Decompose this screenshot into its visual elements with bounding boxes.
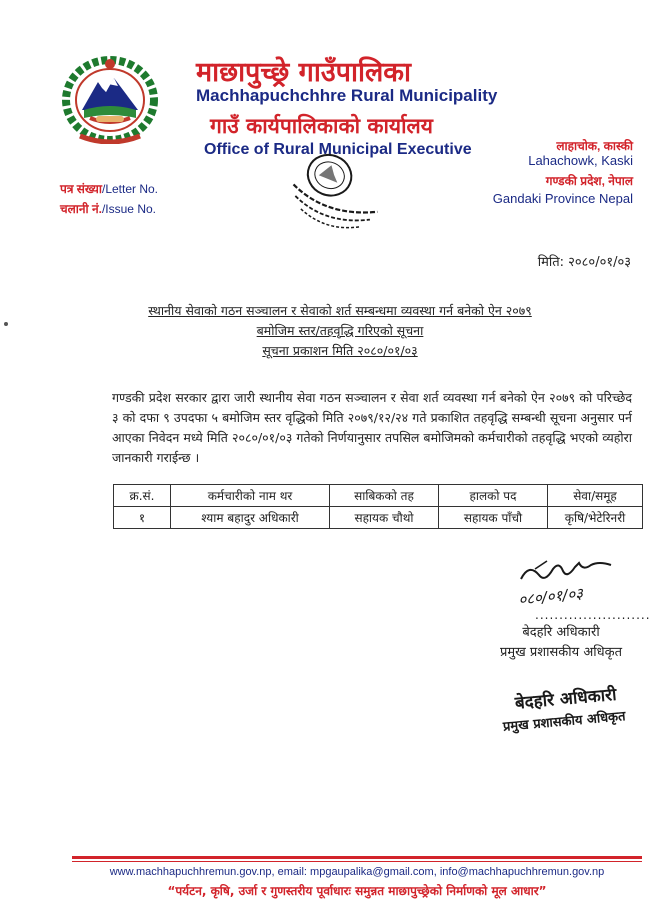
stamp-name: बेदहरि अधिकारी xyxy=(514,684,618,714)
col-header-employee-name: कर्मचारीको नाम थर xyxy=(171,485,330,507)
stamp-title: प्रमुख प्रशासकीय अधिकृत xyxy=(502,709,627,735)
table-header-row xyxy=(114,485,643,507)
cell-current-post: सहायक पाँचौ xyxy=(439,507,548,529)
col-header-service-group: सेवा/समूह xyxy=(548,485,643,507)
promotion-table-grid xyxy=(113,484,643,529)
document-date: मिति: २०८०/०१/०३ xyxy=(537,255,631,270)
promotion-table xyxy=(113,484,643,529)
footer-slogan: “पर्यटन, कृषि, उर्जा र गुणस्तरीय पूर्वाधारः समुन्नत माछापुच्छ्रेको निर्माणको मूल आधार” xyxy=(167,884,547,898)
svg-text:०८०/०१/०३: ०८०/०१/०३ xyxy=(517,584,584,609)
subject-line-1 xyxy=(80,302,600,319)
subject-line-3-text: सूचना प्रकाशन मिति २०८०/०१/०३ xyxy=(262,343,418,358)
province-nepali: गण्डकी प्रदेश, नेपाल xyxy=(545,174,633,188)
subject-line-2 xyxy=(80,322,600,339)
issue-number-label-english: /Issue No. xyxy=(101,202,156,216)
footer-divider-thick xyxy=(72,856,642,859)
municipality-name-english: Machhapuchchhre Rural Municipality xyxy=(196,86,498,105)
subject-line-2-text: बमोजिम स्तर/तहवृद्धि गरिएको सूचना xyxy=(256,323,424,338)
cell-service-group: कृषि/भेटेरिनरी xyxy=(548,507,643,529)
issue-number-label-nepali: चलानी नं. xyxy=(60,202,102,216)
table-row xyxy=(114,507,643,529)
issue-number-label xyxy=(60,200,156,217)
municipality-name-nepali: माछापुच्छ्रे गाउँपालिका xyxy=(196,57,412,88)
subject-line-1-text: स्थानीय सेवाको गठन सञ्चालन र सेवाको शर्त सम्बन्धमा व्यवस्था गर्न बनेको ऐन २०७९ xyxy=(148,303,532,318)
letter-number-label-english: /Letter No. xyxy=(101,182,159,196)
letter-number-label-nepali: पत्र संख्या xyxy=(60,182,102,196)
col-header-serial: क्र.सं. xyxy=(114,485,171,507)
office-name-english: Office of Rural Municipal Executive xyxy=(204,141,472,158)
footer-contact-info: www.machhapuchhremun.gov.np, email: mpgaupalika@gmail.com, info@machhapuchhremun.gov.np xyxy=(109,866,605,878)
handwritten-signature xyxy=(505,553,625,613)
margin-mark xyxy=(4,322,8,326)
signature-dotted-line: ........................ xyxy=(535,608,651,622)
signatory-name-stamp xyxy=(500,681,626,735)
notice-body-paragraph: गण्डकी प्रदेश सरकार द्वारा जारी स्थानीय सेवा गठन सञ्चालन र सेवा शर्त व्यवस्था गर्न बनेको ऐन २०७९ को परिच्छेद ३ को दफा ९ उपदफा ५ बमोजिम स्तर वृद्धिको मिति २०७९/१२/२४ गते प्रकाशित तहवृद्धि सम्बन्धी सूचना अनुसार पर्न आएका निवेदन मध्ये मिति २०८०/०१/०३ गतेको निर्णयानुसार तपसिल बमोजिमको कर्मचारीको तहवृद्धि भएको व्यहोरा जानकारी गराईन्छ । xyxy=(112,390,632,465)
cell-previous-level: सहायक चौथो xyxy=(330,507,439,529)
office-name-nepali: गाउँ कार्यपालिकाको कार्यालय xyxy=(210,114,433,138)
letter-number-label xyxy=(60,180,158,197)
province-english: Gandaki Province Nepal xyxy=(492,191,633,206)
col-header-previous-level: साबिकको तह xyxy=(330,485,439,507)
signatory-title: प्रमुख प्रशासकीय अधिकृत xyxy=(499,645,623,660)
office-seal-stamp xyxy=(286,150,392,234)
cell-employee-name: श्याम बहादुर अधिकारी xyxy=(171,507,330,529)
address-nepali: लाहाचोक, कास्की xyxy=(556,139,633,153)
cell-serial: १ xyxy=(114,507,171,529)
signatory-name: बेदहरि अधिकारी xyxy=(522,625,600,640)
col-header-current-post: हालको पद xyxy=(439,485,548,507)
nepal-emblem-logo xyxy=(60,52,160,144)
subject-line-3 xyxy=(80,342,600,359)
footer-divider-thin xyxy=(72,861,642,862)
address-english: Lahachowk, Kaski xyxy=(528,153,633,168)
